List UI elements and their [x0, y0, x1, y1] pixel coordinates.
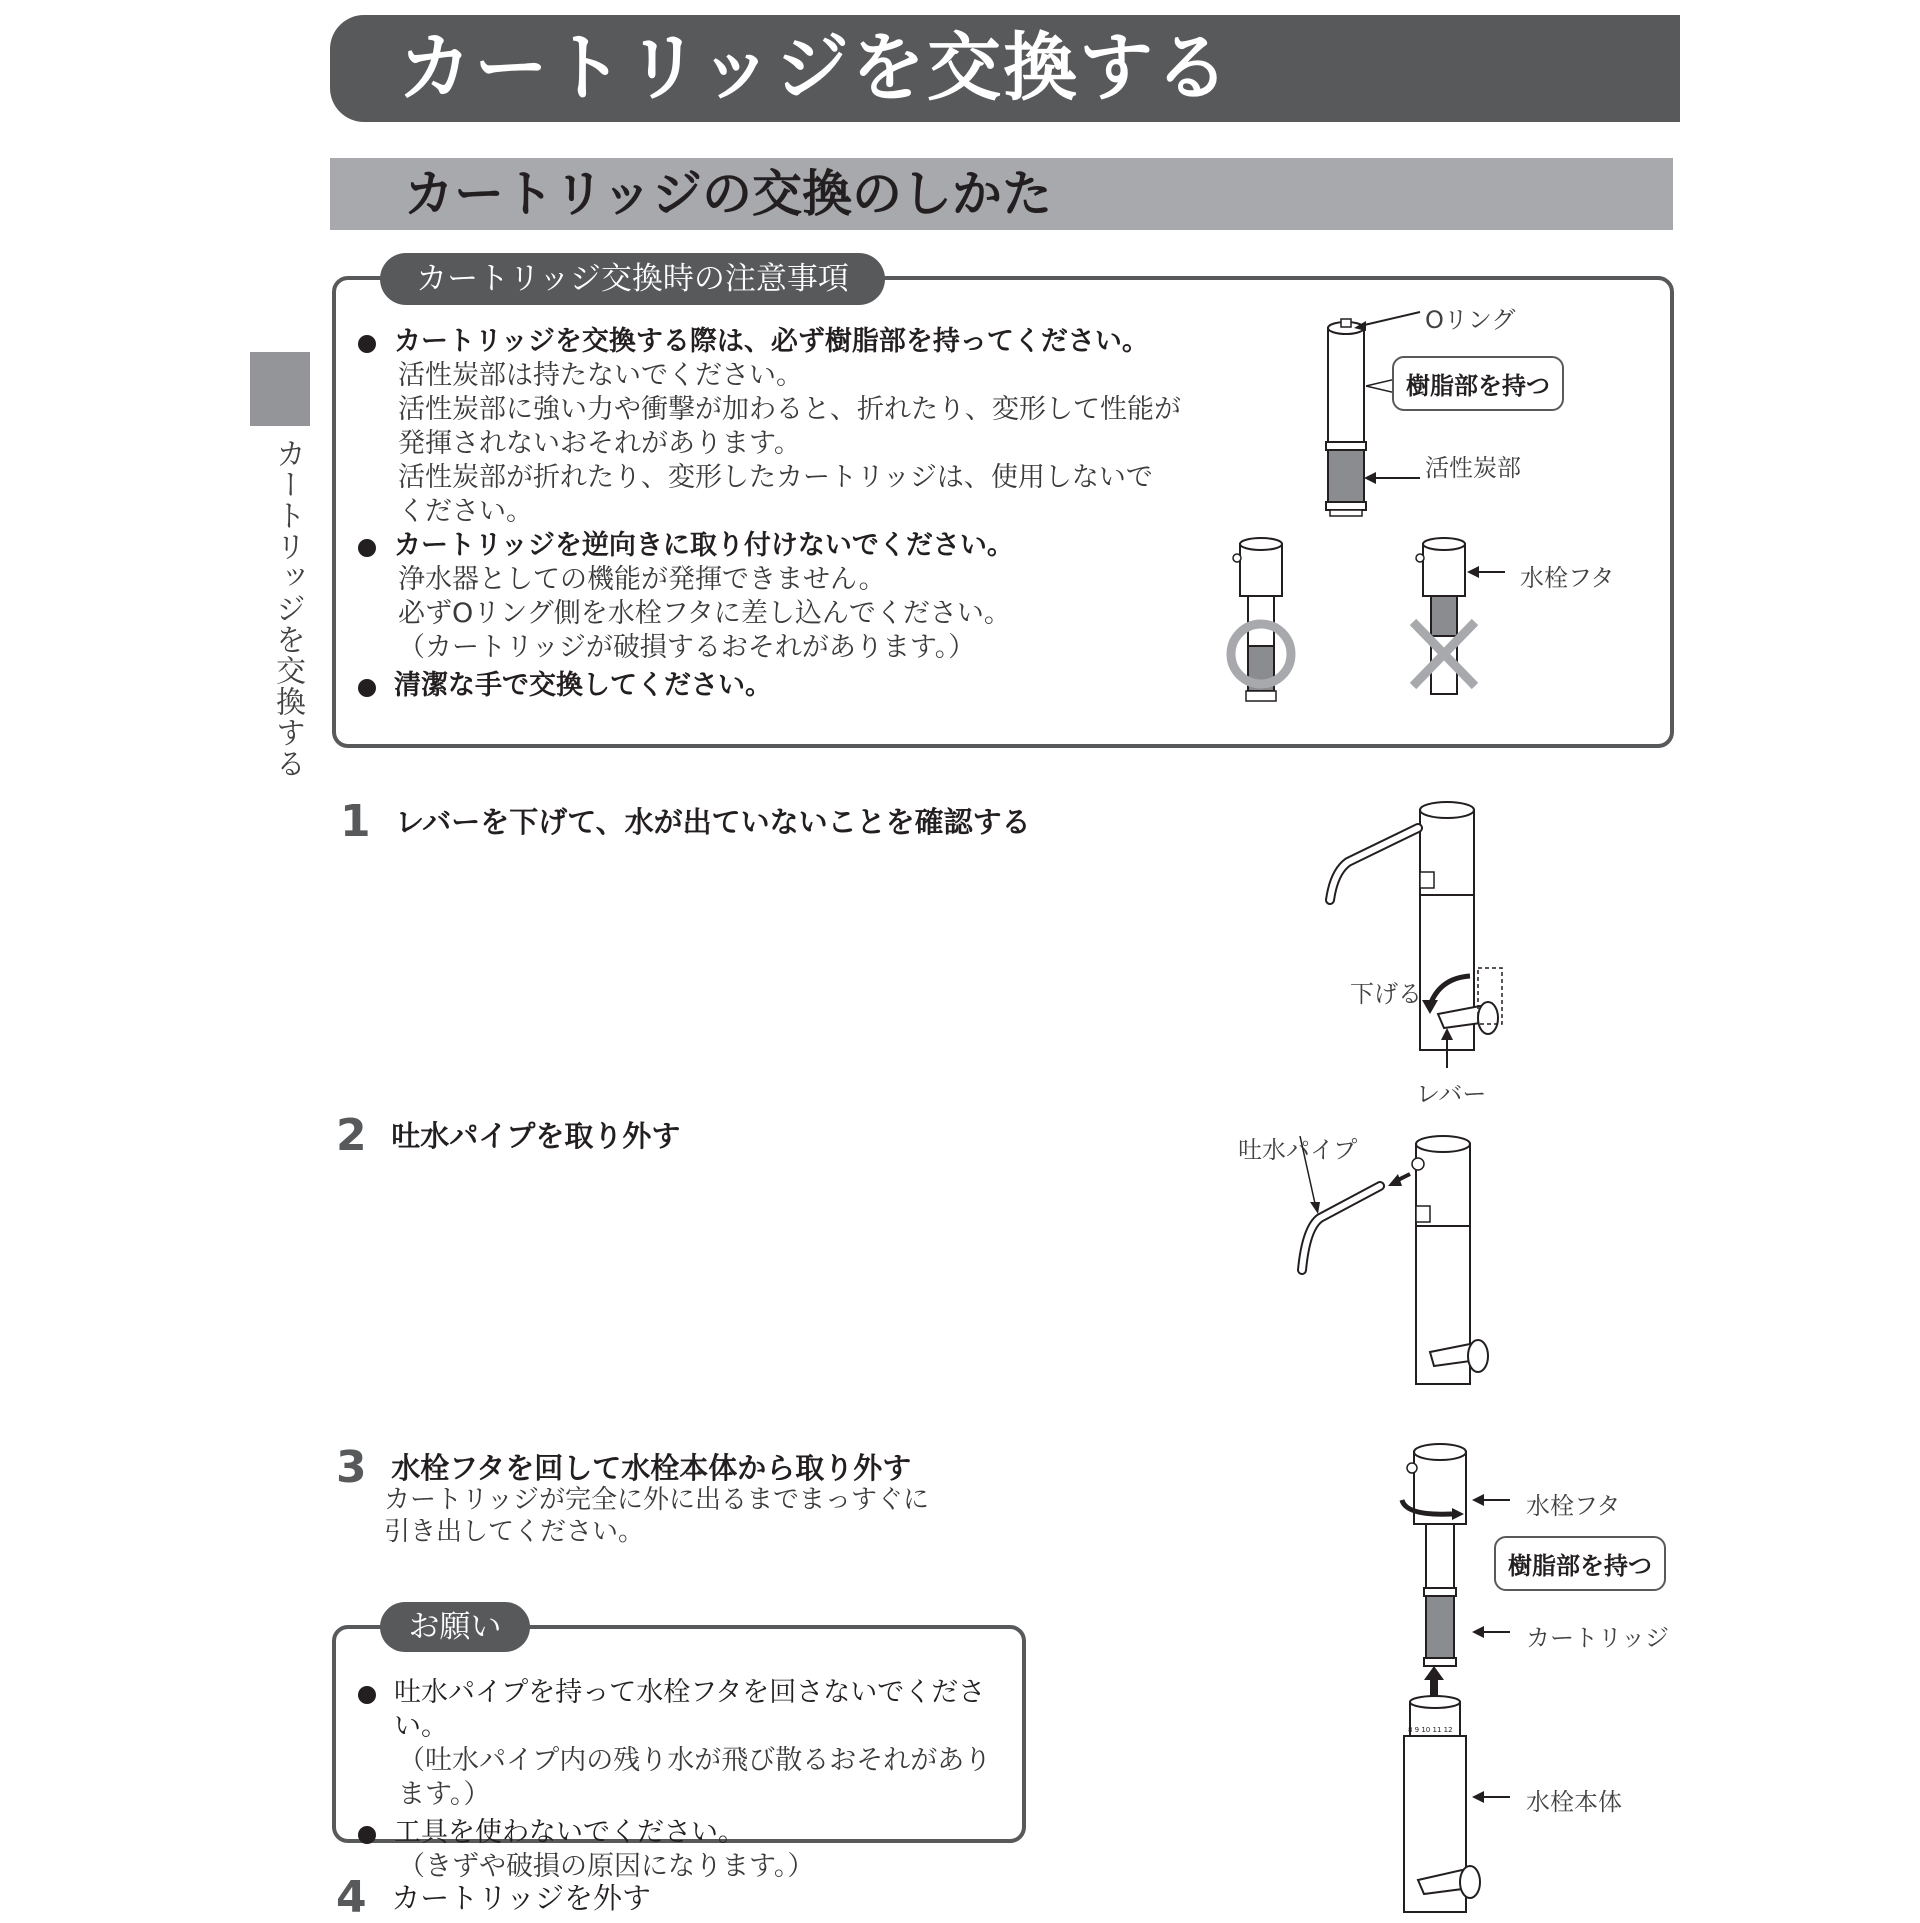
caution-item-line: 浄水器としての機能が発揮できません。	[398, 564, 886, 595]
correct-orientation-illustration	[1222, 536, 1312, 706]
label-lever: レバー	[1416, 1080, 1487, 1108]
label-cap: 水栓フタ	[1520, 564, 1615, 592]
caution-item-line: （カートリッジが破損するおそれがあります。）	[398, 632, 976, 663]
step-number: 4	[336, 1872, 367, 1923]
caution-item	[358, 529, 1208, 665]
callout-hold-resin: 樹脂部を持つ	[1494, 1536, 1666, 1591]
request-list	[358, 1676, 1018, 1884]
label-carbon: 活性炭部	[1425, 454, 1521, 482]
step-label: カートリッジを外す	[391, 1881, 652, 1915]
label-oring: Oリング	[1425, 306, 1516, 334]
request-header: お願い	[380, 1602, 530, 1652]
caution-item-line: 活性炭部は持たないでください。	[398, 360, 803, 391]
step-label: 吐水パイプを取り外す	[391, 1119, 681, 1153]
label-pipe: 吐水パイプ	[1238, 1136, 1358, 1164]
faucet-lever-illustration	[1310, 800, 1510, 1060]
bullet-icon	[358, 679, 376, 697]
side-tab-label: カートリッジを交換する	[270, 438, 305, 779]
bullet-icon	[358, 539, 376, 557]
bullet-icon	[358, 335, 376, 353]
callout-hold-resin: 樹脂部を持つ	[1392, 356, 1564, 411]
side-tab-marker	[250, 352, 310, 426]
request-item-head: 吐水パイプを持って水栓フタを回さないでください。	[394, 1677, 986, 1742]
step-1	[340, 796, 1031, 847]
caution-item-line: 必ずOリング側を水栓フタに差し込んでください。	[398, 598, 1011, 629]
caution-item-head: カートリッジを逆向きに取り付けないでください。	[394, 530, 1014, 561]
step-number: 3	[336, 1442, 367, 1493]
caution-list	[358, 325, 1208, 703]
label-body: 水栓本体	[1526, 1788, 1622, 1816]
caution-item-line: ください。	[398, 496, 533, 527]
bullet-icon	[358, 1686, 376, 1704]
label-cartridge: カートリッジ	[1526, 1624, 1670, 1652]
faucet-pipe-illustration	[1270, 1130, 1530, 1400]
caution-item-line: 活性炭部が折れたり、変形したカートリッジは、使用しないで	[398, 462, 1153, 493]
step-label: レバーを下げて、水が出ていないことを確認する	[395, 805, 1031, 839]
step-2	[336, 1110, 680, 1161]
request-item-sub: （吐水パイプ内の残り水が飛び散るおそれがあります。）	[398, 1745, 992, 1810]
section-title-bar	[330, 158, 1673, 230]
step-3-description	[384, 1484, 929, 1548]
caution-item-line: 発揮されないおそれがあります。	[398, 428, 801, 459]
label-cap: 水栓フタ	[1526, 1492, 1621, 1520]
bullet-icon	[358, 1826, 376, 1844]
step-4	[336, 1872, 651, 1923]
request-item-head: 工具を使わないでください。	[394, 1817, 745, 1848]
wrong-orientation-illustration	[1405, 536, 1495, 706]
request-item-sub: （きずや破損の原因になります。）	[398, 1851, 815, 1882]
page-title-bar	[330, 15, 1680, 122]
page-title: カートリッジを交換する	[398, 25, 1232, 111]
step-desc-line: 引き出してください。	[384, 1517, 645, 1547]
caution-item-head: カートリッジを交換する際は、必ず樹脂部を持ってください。	[394, 326, 1149, 357]
step-label: 水栓フタを回して水栓本体から取り外す	[391, 1451, 912, 1485]
svg-text:8 9 10 11 12: 8 9 10 11 12	[1408, 1726, 1453, 1734]
caution-item-line: 活性炭部に強い力や衝撃が加わると、折れたり、変形して性能が	[398, 394, 1181, 425]
section-title: カートリッジの交換のしかた	[404, 165, 1052, 223]
cartridge-illustration	[1320, 318, 1440, 518]
caution-header: カートリッジ交換時の注意事項	[380, 253, 885, 305]
caution-item-head: 清潔な手で交換してください。	[394, 670, 772, 701]
step-desc-line: カートリッジが完全に外に出るまでまっすぐに	[384, 1485, 929, 1515]
label-lower: 下げる	[1350, 980, 1422, 1008]
step-number: 1	[340, 796, 371, 847]
step-number: 2	[336, 1110, 367, 1161]
caution-item	[358, 325, 1208, 529]
caution-item	[358, 669, 1208, 703]
request-item	[358, 1676, 1018, 1812]
